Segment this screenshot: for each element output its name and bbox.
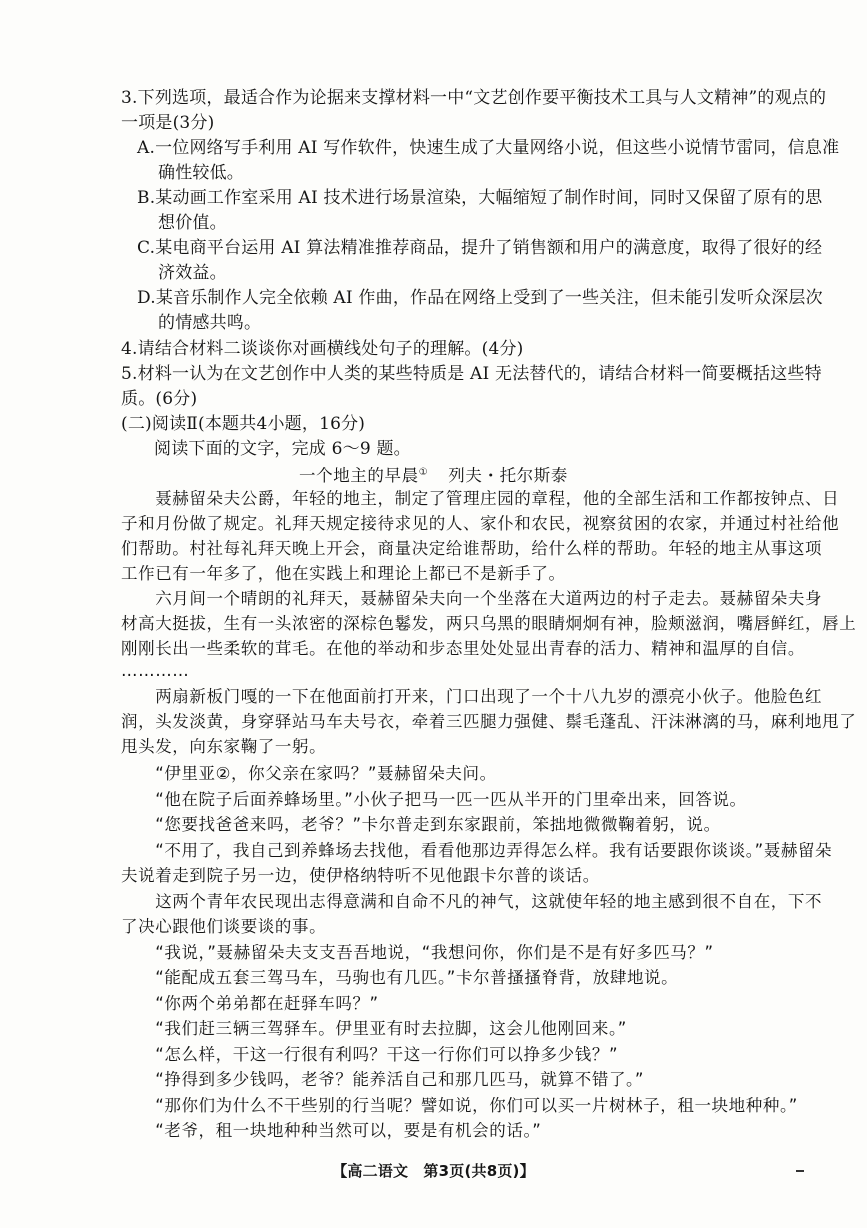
passage-line: 甩头发，向东家鞠了一躬。 [121, 737, 327, 756]
passage-line: 六月间一个晴朗的礼拜天，聂赫留朵夫向一个坐落在大道两边的村子走去。聂赫留朵夫身 [121, 589, 823, 608]
q3-option-c: C.某电商平台运用 AI 算法精准推荐商品，提升了销售额和用户的满意度，取得了很好的经 [137, 238, 823, 258]
passage-line: 材高大挺拔，生有一头浓密的深棕色鬈发，两只乌黑的眼睛炯炯有神，脸颊滋润，嘴唇鲜红，唇上 [121, 614, 857, 633]
title-footnote-marker: ① [418, 467, 429, 478]
q3-stem-cont: 一项是(3分) [121, 113, 215, 133]
passage-line: “怎么样，干这一行很有利吗？干这一行你们可以挣多少钱？” [121, 1045, 619, 1064]
q3-option-c-cont: 济效益。 [158, 263, 227, 283]
passage-line: 这两个青年农民现出志得意满和自命不凡的神气，这就使年轻的地主感到很不自在，下不 [121, 892, 823, 911]
q3-option-d-cont: 的情感共鸣。 [158, 313, 262, 333]
q5-stem: 5.材料一认为在文艺创作中人类的某些特质是 AI 无法替代的，请结合材料一简要概括这些特 [121, 364, 822, 384]
passage-line: 润，头发淡黄，身穿驿站马车夫号衣，牵着三匹腿力强健、鬃毛蓬乱、汗沫淋漓的马，麻利地甩了 [121, 712, 857, 731]
q4-stem: 4.请结合材料二谈谈你对画横线处句子的理解。(4分) [121, 339, 524, 359]
q5-stem-cont: 质。(6分) [121, 389, 198, 409]
passage-line: “那你们为什么不干些别的行当呢？譬如说，你们可以买一片树林子，租一块地种种。” [121, 1096, 798, 1115]
passage-ellipsis: ………… [121, 661, 190, 680]
passage-title-line [0, 462, 867, 487]
section-heading: (二)阅读Ⅱ(本题共4小题，16分) [121, 414, 366, 434]
section-instruction: 阅读下面的文字，完成 6～9 题。 [154, 439, 411, 459]
passage-line: “伊里亚②，你父亲在家吗？”聂赫留朵夫问。 [121, 764, 497, 783]
passage-line: 夫说着走到院子另一边，使伊格纳特听不见他跟卡尔普的谈话。 [121, 866, 600, 885]
q3-option-a-cont: 确性较低。 [158, 163, 244, 183]
q3-option-b-cont: 想价值。 [158, 213, 227, 233]
q3-stem: 3.下列选项，最适合作为论据来支撑材料一中“文艺创作要平衡技术工具与人文精神”的观点的 [121, 88, 827, 108]
q3-option-d: D.某音乐制作人完全依赖 AI 作曲，作品在网络上受到了一些关注，但未能引发听众深层次 [137, 288, 823, 308]
passage-line: “挣得到多少钱吗，老爷？能养活自己和那几匹马，就算不错了。” [121, 1070, 645, 1089]
passage-line: “我说，”聂赫留朵夫支支吾吾地说，“我想问你，你们是不是有好多匹马？” [121, 943, 714, 962]
passage-line: “老爷，租一块地种种当然可以，要是有机会的话。” [121, 1121, 542, 1140]
passage-line: “能配成五套三驾马车，马驹也有几匹。”卡尔普搔搔脊背，放肆地说。 [121, 968, 679, 987]
passage-line: 工作已有一年多了，他在实践上和理论上都已不是新手了。 [121, 564, 566, 583]
passage-line: “您要找爸爸来吗，老爷？”卡尔普走到东家跟前，笨拙地微微鞠着躬，说。 [121, 815, 721, 834]
q3-option-a: A.一位网络写手利用 AI 写作软件，快速生成了大量网络小说，但这些小说情节雷同，信息准 [137, 138, 840, 158]
passage-line: 两扇新板门嘎的一下在他面前打开来，门口出现了一个十八九岁的漂亮小伙子。他脸色红 [121, 687, 823, 706]
passage-line: “他在院子后面养蜂场里。”小伙子把马一匹一匹从半开的门里牵出来，回答说。 [121, 790, 747, 809]
passage-author: 列夫・托尔斯泰 [448, 466, 568, 485]
passage-line: “我们赶三辆三驾驿车。伊里亚有时去拉脚，这会儿他刚回来。” [121, 1019, 627, 1038]
passage-line: 聂赫留朵夫公爵，年轻的地主，制定了管理庄园的章程，他的全部生活和工作都按钟点、日 [121, 489, 840, 508]
passage-line: “不用了，我自己到养蜂场去找他，看看他那边弄得怎么样。我有话要跟你谈谈。”聂赫留朵 [121, 841, 833, 860]
passage-line: 们帮助。村社每礼拜天晚上开会，商量决定给谁帮助，给什么样的帮助。年轻的地主从事这项 [121, 539, 823, 558]
corner-mark [796, 1170, 804, 1172]
passage-title: 一个地主的早晨 [299, 466, 419, 485]
passage-line: “你两个弟弟都在赶驿车吗？” [121, 994, 379, 1013]
passage-line: 刚刚长出一些柔软的茸毛。在他的举动和步态里处处显出青春的活力、精神和温厚的自信。 [121, 639, 805, 658]
passage-line: 子和月份做了规定。礼拜天规定接待求见的人、家仆和农民，视察贫困的农家，并通过村社给他 [121, 514, 840, 533]
q3-option-b: B.某动画工作室采用 AI 技术进行场景渲染，大幅缩短了制作时间，同时又保留了原有的思 [137, 188, 823, 208]
passage-line: 了决心跟他们谈要谈的事。 [121, 917, 327, 936]
page-footer: 【高二语文 第3页(共8页)】 [332, 1162, 535, 1180]
